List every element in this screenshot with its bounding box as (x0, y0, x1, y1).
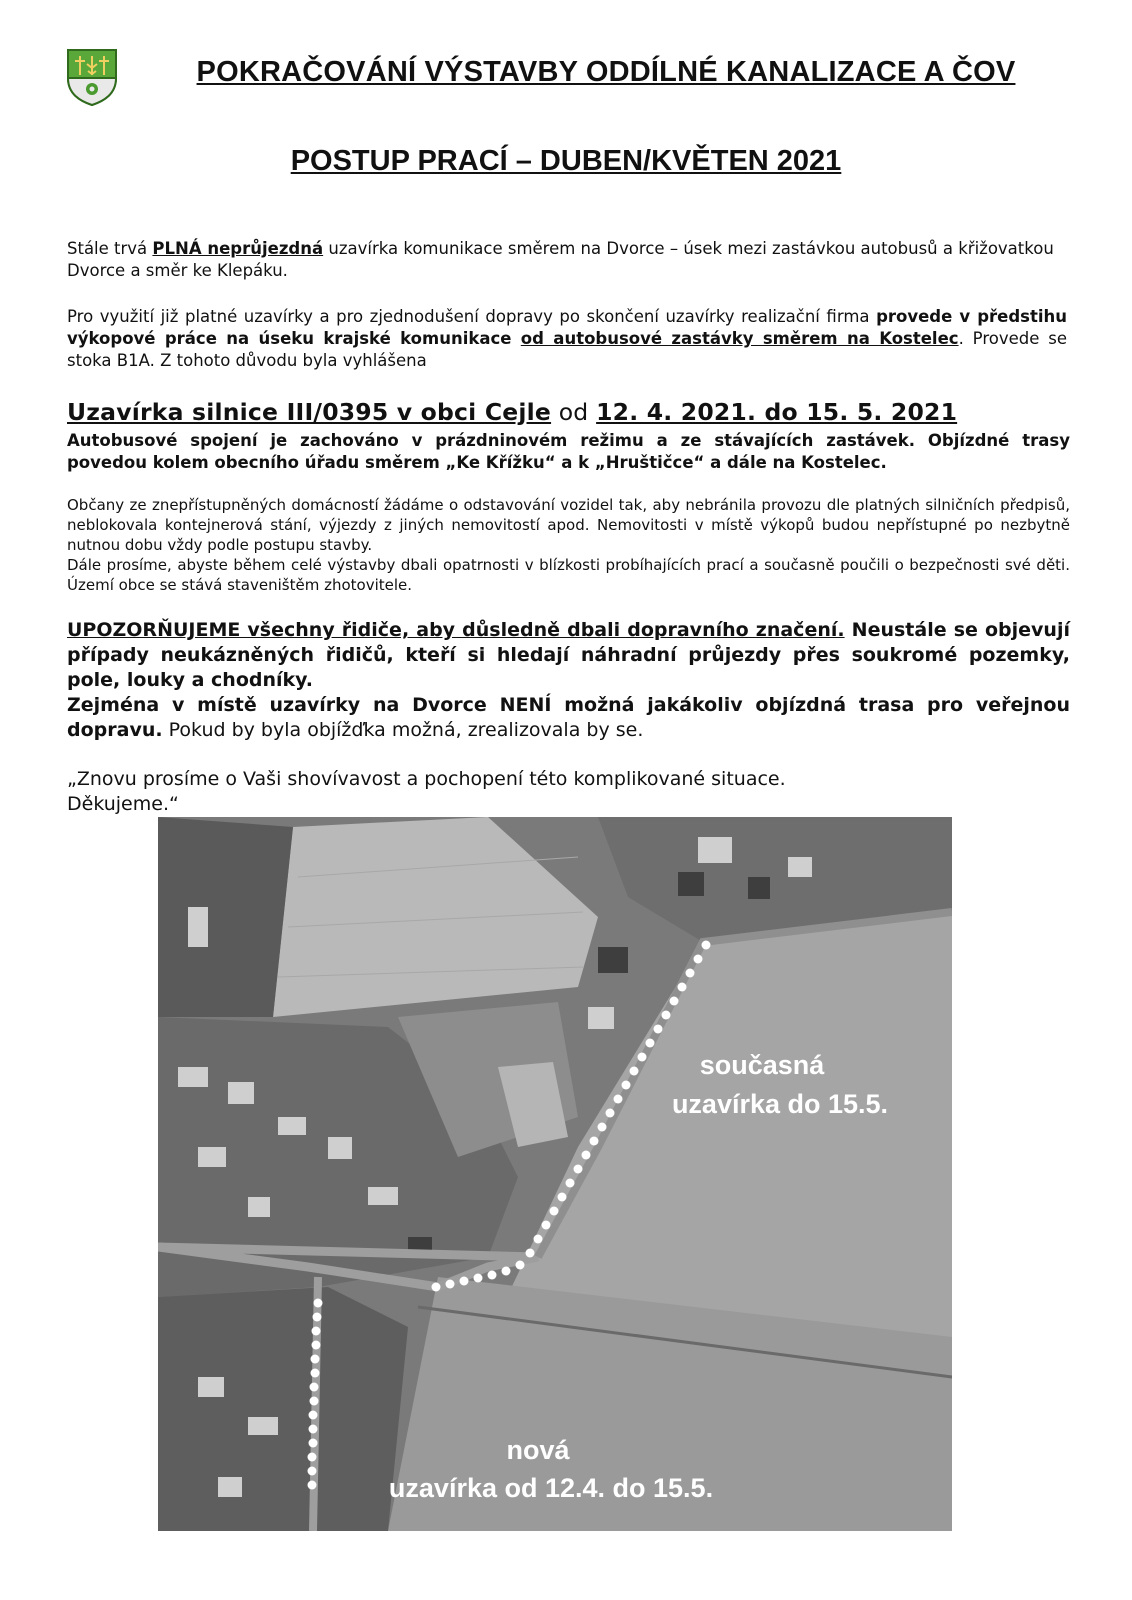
text: Pokud by byla objížďka možná, zrealizovala by se. (162, 719, 644, 741)
page-subtitle: POSTUP PRACÍ – DUBEN/KVĚTEN 2021 (290, 145, 842, 177)
page-title: POKRAČOVÁNÍ VÝSTAVBY ODDÍLNÉ KANALIZACE A ČOV (196, 56, 1016, 88)
aerial-map (158, 817, 952, 1531)
text: „Znovu prosíme o Vaši shovívavost a pochopení této komplikované situace. (67, 768, 786, 790)
emphasis-section: od autobusové zastávky směrem na Kostelec (520, 329, 959, 348)
emphasis-excavation: provede v předstihu výkopové práce na úseku krajské komunikace (67, 307, 1067, 348)
paragraph-works-ahead (67, 306, 1067, 372)
map-label-current-line1: současná (699, 1050, 825, 1080)
warning-no-detour: Zejména v místě uzavírky na Dvorce NENÍ možná jakákoliv objízdná trasa pro veřejnou dopravu. (67, 694, 1070, 741)
closure-dates: 12. 4. 2021. do 15. 5. 2021 (596, 398, 958, 426)
closing-thanks (67, 767, 1070, 817)
map-label-current-line2: uzavírka do 15.5. (671, 1089, 889, 1119)
text: Stále trvá (67, 239, 153, 258)
text: Děkujeme.“ (67, 793, 179, 815)
text: od (551, 398, 597, 426)
warning-text: Neustále se objevují případy neukázněných řidičů, kteří si hledají náhradní průjezdy přes soukromé pozemky, pole, louky a chodníky. (67, 619, 1070, 691)
emphasis-full-closure: PLNÁ neprůjezdná (152, 239, 324, 258)
warning-heading: UPOZORŇUJEME všechny řidiče, aby důsledně dbali dopravního značení. (67, 619, 845, 641)
map-label-new-line2: uzavírka od 12.4. do 15.5. (388, 1473, 714, 1503)
text: Dále prosíme, abyste během celé výstavby dbali opatrnosti v blízkosti probíhajících prací a současně poučili o bezpečnosti své děti. Území obce se stává staveništěm zhotovitele. (67, 556, 1070, 594)
paragraph-closure-status (67, 238, 1067, 282)
paragraph-residents-notice (67, 495, 1070, 595)
closure-road: Uzavírka silnice III/0395 v obci Cejle (67, 398, 552, 426)
closure-heading (67, 398, 1070, 426)
text: . Provede se stoka B1A. Z tohoto důvodu byla vyhlášena (67, 329, 1067, 370)
text: Pro využití již platné uzavírky a pro zjednodušení dopravy po skončení uzavírky realizační firma (67, 307, 877, 326)
text: Občany ze znepřístupněných domácností žádáme o odstavování vozidel tak, aby nebránila provozu dle platných silničních předpisů, neblokovala kontejnerová stání, výjezdy z jiných nemovitostí apod. Nemovitosti v místě výkopů budou nepřístupné po nezbytně nutnou dobu vždy podle postupu stavby. (67, 496, 1070, 554)
map-label-new-line1: nová (506, 1435, 570, 1465)
closure-note: Autobusové spojení je zachováno v prázdninovém režimu a ze stávajících zastávek. Objízdné trasy povedou kolem obecního úřadu směrem „Ke Křížku“ a k „Hruštičce“ a dále na Kostelec. (67, 431, 1070, 472)
text: uzavírka komunikace směrem na Dvorce – úsek mezi zastávkou autobusů a křižovatkou Dvorce a směr ke Klepáku. (67, 239, 1054, 280)
paragraph-driver-warning (67, 618, 1070, 743)
